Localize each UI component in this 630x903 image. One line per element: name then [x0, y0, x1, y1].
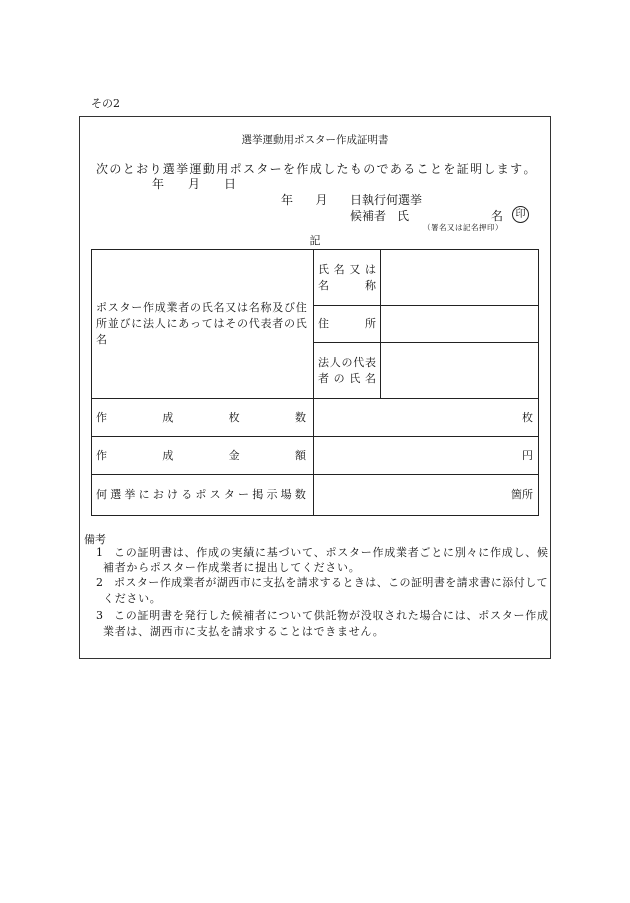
glyph: 作 [196, 546, 208, 559]
glyph: 人 [329, 355, 341, 369]
count-label-cell [92, 398, 314, 436]
glyph: に [490, 576, 502, 589]
glyph: 、 [184, 546, 196, 559]
issue-date-line [152, 177, 236, 191]
glyph: に [251, 576, 263, 589]
glyph: れ [396, 609, 407, 622]
glyph: の [109, 162, 122, 176]
glyph: は [237, 301, 248, 314]
glyph: び [284, 301, 295, 314]
glyph: 請 [296, 576, 308, 589]
glyph: 並 [107, 317, 119, 330]
glyph: ポ [229, 162, 242, 176]
glyph: 成 [162, 410, 174, 424]
maker-label-line [96, 316, 307, 332]
note-line: ください。 [103, 592, 162, 605]
name-label-line [318, 278, 376, 294]
note-line: 補者からポスター作成業者に提出してください。 [103, 561, 361, 574]
glyph: 年 [152, 177, 165, 191]
glyph: 託 [325, 609, 337, 622]
glyph: ー [131, 301, 143, 314]
glyph: ス [337, 546, 349, 559]
glyph: ス [107, 301, 119, 314]
glyph: た [219, 609, 231, 622]
glyph: 作 [296, 162, 309, 176]
note-number: 1 [96, 546, 103, 559]
glyph: い [290, 609, 302, 622]
glyph: 成 [501, 546, 513, 559]
glyph: 数 [294, 488, 306, 501]
glyph: 証 [137, 609, 149, 622]
glyph: こ [416, 162, 429, 176]
glyph: 請 [456, 576, 468, 589]
glyph: 没 [360, 609, 372, 622]
glyph: し [208, 609, 219, 622]
glyph: 金 [228, 448, 240, 462]
name-label-cell [314, 250, 381, 306]
glyph: タ [349, 546, 360, 559]
glyph: に [443, 609, 454, 622]
glyph: 代 [248, 317, 260, 330]
glyph: 物 [337, 609, 349, 622]
glyph: 作 [372, 546, 384, 559]
glyph: 代 [353, 355, 365, 369]
glyph: を [443, 162, 456, 176]
glyph: 績 [243, 546, 255, 559]
glyph: 掲 [252, 488, 264, 501]
glyph: 作 [96, 448, 107, 462]
glyph: 、 [525, 546, 537, 559]
glyph: ポ [114, 576, 125, 589]
glyph: 求 [308, 576, 320, 589]
record-heading: 記 [309, 234, 321, 247]
glyph: タ [223, 488, 235, 501]
glyph: の [219, 546, 231, 559]
glyph: 年 [281, 193, 294, 207]
note-line [114, 609, 548, 623]
glyph: 又 [349, 262, 361, 276]
maker-label-line [96, 300, 307, 316]
glyph: こ [388, 576, 400, 589]
glyph: 氏 [349, 371, 361, 385]
glyph: ま [496, 162, 509, 176]
glyph: 明 [149, 546, 161, 559]
poster-sites-value-cell [314, 474, 538, 515]
certificate-title: 選挙運動用ポスター作成証明書 [241, 134, 389, 146]
glyph: 実 [231, 546, 243, 559]
glyph: タ [119, 301, 131, 314]
glyph: 者 [318, 371, 329, 385]
count-value-cell [314, 398, 538, 436]
glyph: ポ [325, 546, 337, 559]
name-value-cell [381, 250, 538, 306]
glyph: 作 [143, 301, 154, 314]
row-label [96, 410, 306, 426]
glyph: 作 [96, 410, 107, 424]
glyph: ー [360, 546, 372, 559]
glyph: き [353, 576, 365, 589]
glyph: 西 [228, 576, 240, 589]
glyph: 供 [313, 609, 325, 622]
note-line [114, 546, 548, 560]
glyph: も [349, 162, 362, 176]
glyph: を [172, 609, 184, 622]
glyph: ー [513, 609, 525, 622]
glyph: 明 [422, 576, 434, 589]
glyph: つ [278, 609, 290, 622]
glyph: さ [384, 609, 396, 622]
glyph: 市 [239, 576, 251, 589]
glyph: る [181, 488, 193, 501]
glyph: 々 [466, 546, 478, 559]
glyph: 合 [431, 609, 443, 622]
glyph: す [510, 162, 523, 176]
glyph: 明 [470, 162, 483, 176]
election-date-line [281, 193, 422, 207]
glyph: に [166, 317, 178, 330]
glyph: に [131, 317, 143, 330]
glyph: の [284, 317, 295, 330]
glyph: る [331, 576, 343, 589]
glyph: の [333, 371, 345, 385]
maker-label-cell [92, 250, 314, 398]
certification-statement [96, 162, 536, 176]
representative-value-cell [381, 343, 538, 398]
glyph: 者 [272, 317, 284, 330]
glyph: は [364, 262, 376, 276]
glyph: し [323, 162, 336, 176]
poster-sites-label-cell [92, 474, 314, 515]
glyph: 補 [243, 609, 255, 622]
glyph: ー [269, 162, 282, 176]
glyph: 枚 [228, 410, 240, 424]
glyph: 書 [161, 609, 172, 622]
glyph: 氏 [397, 209, 410, 223]
glyph: 別 [454, 546, 466, 559]
glyph: 基 [266, 546, 278, 559]
glyph: び [119, 317, 131, 330]
glyph: 名 [490, 209, 503, 223]
glyph: 、 [376, 576, 388, 589]
glyph: に [266, 609, 278, 622]
glyph: ポ [478, 609, 490, 622]
address-value-cell [381, 306, 538, 343]
amount-label-cell [92, 436, 314, 474]
glyph: ポ [96, 301, 107, 314]
seal-icon: 印 [512, 206, 529, 223]
glyph: 人 [154, 317, 166, 330]
glyph: ス [209, 488, 221, 501]
glyph: 書 [479, 576, 491, 589]
row-unit: 枚 [522, 410, 533, 424]
glyph: し [513, 546, 525, 559]
glyph: 日 [223, 177, 236, 191]
glyph: た [407, 609, 419, 622]
glyph: 、 [466, 609, 478, 622]
glyph: 書 [433, 576, 445, 589]
glyph: 選 [162, 162, 175, 176]
glyph: 法 [318, 355, 329, 369]
glyph: 成 [208, 546, 219, 559]
glyph: と [122, 162, 135, 176]
glyph: 称 [365, 278, 376, 292]
page-label: その2 [91, 97, 120, 110]
row-unit: 箇所 [511, 488, 533, 501]
remarks-heading: 備考 [84, 533, 106, 546]
glyph: 称 [260, 301, 272, 314]
glyph: て [201, 317, 213, 330]
glyph: 挙 [176, 162, 189, 176]
glyph: 場 [280, 488, 292, 501]
glyph: の [190, 301, 201, 314]
glyph: タ [501, 609, 513, 622]
glyph: 。 [523, 162, 536, 176]
glyph: を [283, 162, 296, 176]
row-label [96, 487, 306, 503]
glyph: り [149, 162, 162, 176]
glyph: 者 [407, 546, 419, 559]
glyph: 成 [537, 609, 548, 622]
glyph: 又 [225, 301, 237, 314]
glyph: が [205, 576, 217, 589]
glyph: 名 [333, 262, 345, 276]
glyph: こ [114, 609, 125, 622]
glyph: 及 [272, 301, 284, 314]
glyph: と [429, 162, 442, 176]
glyph: 証 [137, 546, 149, 559]
representative-label-cell [314, 343, 381, 398]
glyph: 作 [490, 546, 501, 559]
glyph: の [125, 609, 137, 622]
glyph: 者 [193, 576, 205, 589]
glyph: の [363, 162, 376, 176]
certificate-table [91, 249, 539, 516]
glyph: ー [238, 488, 250, 501]
glyph: と [342, 576, 354, 589]
glyph: 発 [184, 609, 196, 622]
glyph: 月 [187, 177, 200, 191]
note-line: 業者は、湖西市に支払を請求することはできません。 [103, 625, 385, 638]
name-label-line [318, 262, 376, 278]
representative-label-line [318, 371, 376, 387]
glyph: 書 [161, 546, 172, 559]
glyph: ス [125, 576, 137, 589]
glyph: と [431, 546, 443, 559]
glyph: 用 [216, 162, 229, 176]
glyph: け [167, 488, 179, 501]
glyph: 氏 [295, 317, 307, 330]
glyph: タ [256, 162, 269, 176]
glyph: お [152, 488, 164, 501]
glyph: 動 [202, 162, 215, 176]
glyph: 場 [419, 609, 431, 622]
glyph: ス [242, 162, 255, 176]
glyph: ご [419, 546, 431, 559]
amount-value-cell [314, 436, 538, 474]
glyph: 湖 [216, 576, 228, 589]
note-number: 3 [96, 609, 103, 622]
note-number: 2 [96, 576, 103, 589]
glyph: い [290, 546, 302, 559]
glyph: あ [178, 317, 190, 330]
glyph: 業 [182, 576, 194, 589]
glyph: 示 [266, 488, 278, 501]
candidate-label: 候補者 [350, 209, 387, 223]
glyph: た [336, 162, 349, 176]
glyph: 業 [396, 546, 407, 559]
glyph: の [237, 317, 248, 330]
glyph: 名 [213, 301, 225, 314]
glyph: に [443, 546, 454, 559]
glyph: ー [148, 576, 160, 589]
glyph: づ [278, 546, 290, 559]
glyph: 挙 [124, 488, 136, 501]
glyph: 数 [294, 410, 306, 424]
glyph: 者 [178, 301, 190, 314]
glyph: て [302, 609, 313, 622]
glyph: 付 [513, 576, 525, 589]
glyph: は [454, 609, 466, 622]
glyph: を [285, 576, 297, 589]
glyph: 成 [309, 162, 322, 176]
glyph: 成 [162, 448, 174, 462]
glyph: で [376, 162, 389, 176]
address-label-cell [314, 306, 381, 343]
glyph: す [319, 576, 331, 589]
glyph: 氏 [201, 301, 213, 314]
glyph: タ [136, 576, 148, 589]
glyph: 証 [456, 162, 469, 176]
glyph: そ [225, 317, 237, 330]
glyph: 作 [525, 609, 537, 622]
glyph: 名 [248, 301, 260, 314]
glyph: ポ [195, 488, 207, 501]
glyph: し [483, 162, 496, 176]
glyph: 日執行何選挙 [349, 193, 422, 207]
glyph: は [213, 317, 225, 330]
glyph: 住 [295, 301, 307, 314]
candidate-name-label [397, 209, 503, 223]
glyph: 表 [365, 355, 376, 369]
glyph: 求 [468, 576, 480, 589]
glyph: に [478, 546, 490, 559]
glyph: 次 [96, 162, 109, 176]
glyph: 作 [159, 576, 171, 589]
glyph: し [525, 576, 537, 589]
glyph: が [349, 609, 360, 622]
glyph: て [536, 576, 548, 589]
glyph: に [138, 488, 150, 501]
glyph: 証 [410, 576, 422, 589]
glyph: の [341, 355, 353, 369]
glyph: 住 [318, 317, 329, 330]
glyph: 名 [364, 371, 376, 385]
glyph: 支 [262, 576, 274, 589]
glyph: ス [490, 609, 501, 622]
glyph: 月 [315, 193, 328, 207]
glyph: 所 [365, 317, 376, 330]
glyph: 候 [231, 609, 243, 622]
glyph: 額 [294, 448, 306, 462]
glyph: こ [114, 546, 125, 559]
representative-label-line [318, 355, 376, 371]
glyph: 成 [171, 576, 183, 589]
glyph: の [399, 576, 411, 589]
glyph: っ [190, 317, 201, 330]
glyph: 名 [318, 278, 329, 292]
glyph: 氏 [318, 262, 329, 276]
glyph: 成 [384, 546, 396, 559]
glyph: 者 [255, 609, 266, 622]
glyph: 候 [537, 546, 548, 559]
note-line [114, 576, 548, 590]
glyph: 行 [196, 609, 208, 622]
glyph: は [172, 546, 184, 559]
glyph: を [445, 576, 457, 589]
glyph: 収 [372, 609, 384, 622]
glyph: 払 [273, 576, 285, 589]
row-label [96, 448, 306, 464]
maker-label-line: 名 [96, 333, 107, 346]
glyph: は [365, 576, 377, 589]
signature-note: （署名又は記名押印） [423, 223, 503, 232]
glyph: 成 [154, 301, 166, 314]
glyph: 業 [166, 301, 178, 314]
glyph: 法 [143, 317, 154, 330]
glyph: 明 [149, 609, 161, 622]
glyph: 何 [96, 488, 107, 501]
address-label [318, 316, 376, 332]
glyph: 添 [502, 576, 514, 589]
glyph: の [125, 546, 137, 559]
glyph: 所 [96, 317, 107, 330]
glyph: お [136, 162, 149, 176]
glyph: あ [389, 162, 402, 176]
glyph: て [302, 546, 313, 559]
glyph: 、 [313, 546, 325, 559]
glyph: 表 [260, 317, 272, 330]
glyph: 運 [189, 162, 202, 176]
row-unit: 円 [522, 448, 533, 462]
glyph: に [255, 546, 266, 559]
glyph: る [403, 162, 416, 176]
glyph: 選 [110, 488, 122, 501]
